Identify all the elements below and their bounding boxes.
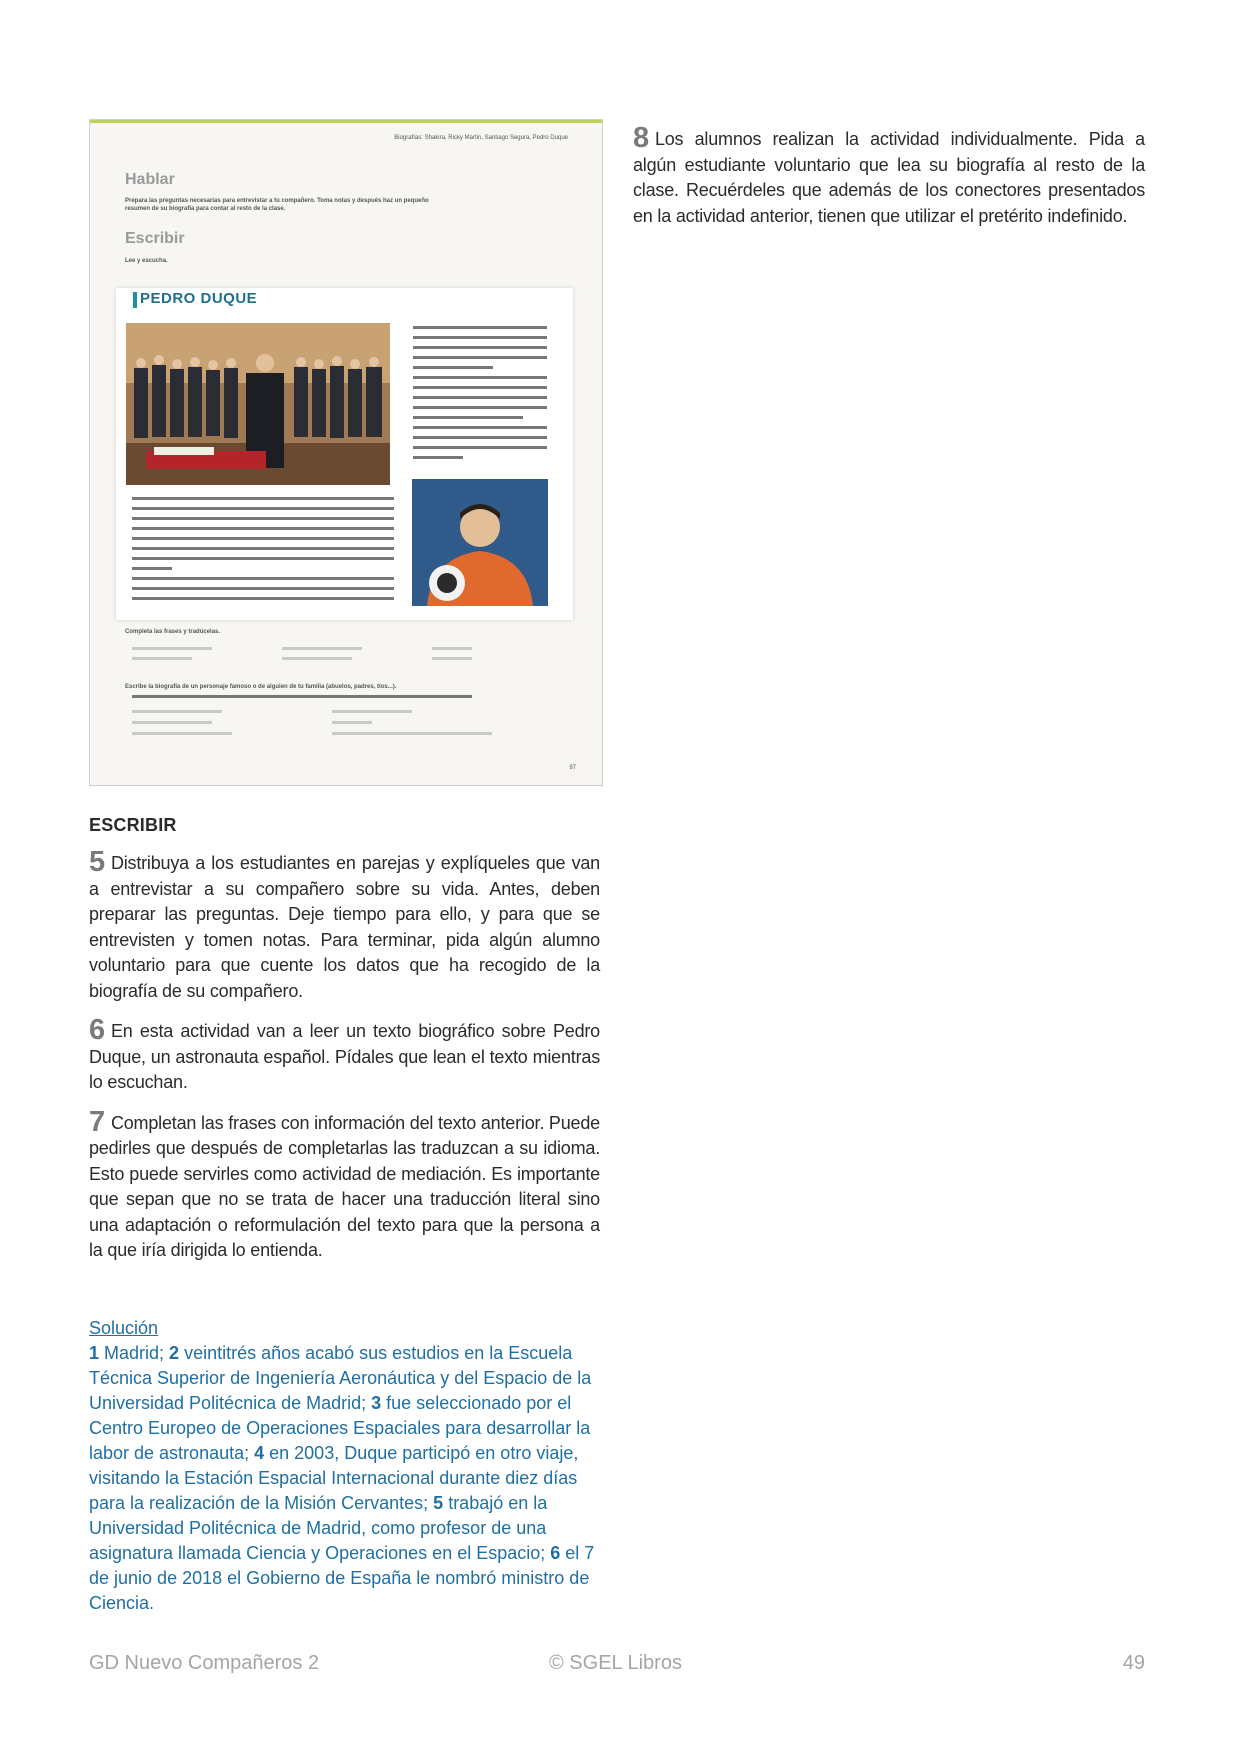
- paragraph-text: En esta actividad van a leer un texto biográfico sobre Pedro Duque, un astronauta español. Pídales que lean el texto mientras lo escuchan.: [89, 1021, 600, 1092]
- astronaut-photo: [412, 479, 548, 606]
- ceremony-photo: [126, 323, 390, 485]
- textbook-page-thumbnail: [89, 119, 603, 786]
- right-column: [633, 122, 1145, 229]
- thumb-lee-label: Lee y escucha.: [125, 258, 168, 264]
- footer-publisher: © SGEL Libros: [549, 1652, 682, 1674]
- paragraph-5: [89, 846, 600, 1004]
- thumb-header: Biografías: Shakira, Ricky Martin, Santiago Segura, Pedro Duque: [394, 135, 568, 141]
- thumb-escribir-heading: Escribir: [125, 230, 185, 247]
- solution-block: [89, 1316, 604, 1616]
- footer-book-title: GD Nuevo Compañeros 2: [89, 1652, 320, 1674]
- paragraph-7: [89, 1105, 600, 1264]
- thumb-ex8-line: [132, 695, 472, 698]
- paragraph-number: 5: [89, 846, 105, 878]
- thumb-hablar-text: Prepara las preguntas necesarias para entrevistar a tu compañero. Toma notas y después haz un pequeño resumen de su biografía para contar al resto de la clase.: [125, 198, 429, 212]
- thumb-page-number: 97: [569, 765, 576, 771]
- solution-label: Solución: [89, 1318, 159, 1338]
- top-rule: [90, 120, 602, 123]
- solution-text: 1 Madrid; 2 veintitrés años acabó sus estudios en la Escuela Técnica Superior de Ingeniería Aeronáutica y del Espacio de la Universidad Politécnica de Madrid; 3 fue seleccionado por el Centro Europeo de Operaciones Espaciales para desarrollar la labor de astronauta; 4 en 2003, Duque participó en otro viaje, visitando la Estación Espacial Internacional durante diez días para la realización de la Misión Cervantes; 5 trabajó en la Universidad Politécnica de Madrid, como profesor de una asignatura llamada Ciencia y Operaciones en el Espacio; 6 el 7 de junio de 2018 el Gobierno de España le nombró ministro de Ciencia.: [89, 1343, 595, 1613]
- paragraph-text: Distribuya a los estudiantes en parejas y explíqueles que van a entrevistar a su compañero sobre su vida. Antes, deben preparar las preguntas. Deje tiempo para ello, y para que se entrevisten y tomen notas. Para terminar, pida algún alumno voluntario para que cuente los datos que ha recogido de la biografía de su compañero.: [89, 853, 600, 1001]
- card-title: PEDRO DUQUE: [140, 290, 258, 307]
- left-column: [89, 815, 600, 1264]
- paragraph-number: 8: [633, 122, 649, 154]
- thumb-hablar-heading: Hablar: [125, 171, 175, 188]
- title-marker: [133, 292, 137, 308]
- paragraph-6: [89, 1014, 600, 1096]
- paragraph-8: [633, 122, 1145, 229]
- paragraph-number: 7: [89, 1105, 105, 1138]
- paragraph-text: Completan las frases con información del texto anterior. Puede pedirles que después de completarlas las traduzcan a su idioma. Esto puede servirles como actividad de mediación. Es importante que sepan que no se trata de hacer una traducción literal sino una adaptación o reformulación del texto para que la persona a la que iría dirigida lo entienda.: [89, 1112, 600, 1260]
- section-heading: ESCRIBIR: [89, 815, 177, 835]
- paragraph-text: Los alumnos realizan la actividad individualmente. Pida a algún estudiante voluntario que lea su biografía al resto de la clase. Recuérdeles que además de los conectores presentados en la actividad anterior, tienen que utilizar el pretérito indefinido.: [633, 129, 1145, 226]
- footer-page-number: 49: [1122, 1652, 1145, 1674]
- thumb-ex7-label: Completa las frases y tradúcelas.: [125, 629, 221, 635]
- thumb-ex8-label: Escribe la biografía de un personaje famoso o de alguien de tu familia (abuelos, padres, tíos...).: [125, 684, 397, 690]
- paragraph-number: 6: [89, 1014, 105, 1046]
